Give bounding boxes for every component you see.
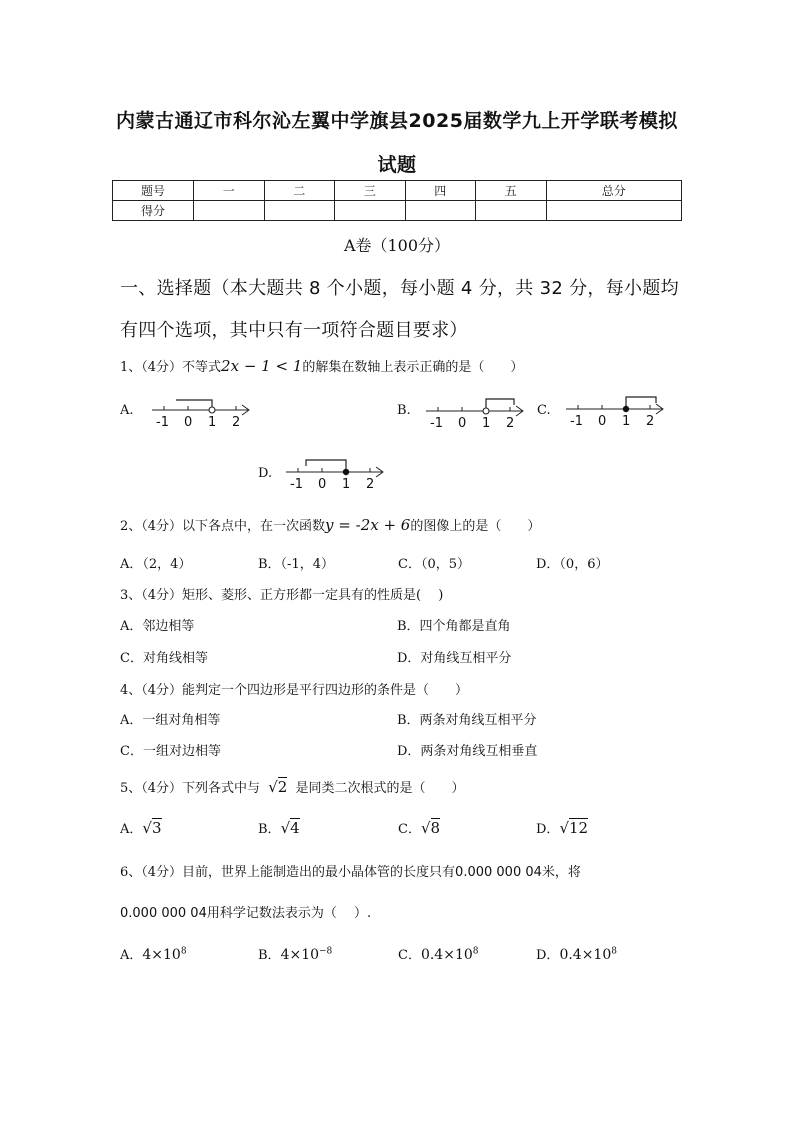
math-expression: 2x − 1 < 1: [221, 357, 303, 375]
scientific-notation: 4×10: [280, 947, 320, 963]
option-label: D．: [536, 822, 560, 837]
closed-point: [343, 469, 349, 475]
scientific-notation: 0.4×10: [559, 947, 612, 963]
tick-label: 1: [208, 415, 217, 430]
scientific-notation: 4×10: [142, 947, 181, 963]
question-text: 是同类二次根式的是（ ）: [295, 781, 465, 796]
option-c[interactable]: C．一组对边相等: [120, 744, 221, 759]
radicand: 4: [290, 819, 300, 837]
radical: √8: [420, 819, 441, 837]
radicand: 2: [277, 778, 288, 796]
radical: √12: [559, 819, 589, 837]
question-text: 5、（4分）下列各式中与: [120, 781, 261, 796]
question-text: 的解集在数轴上表示正确的是（ ）: [302, 360, 524, 375]
option-label: C．: [398, 822, 421, 837]
radicand: 3: [151, 819, 162, 837]
math-expression: y = -2x + 6: [325, 516, 411, 534]
score-table-score-row: [113, 201, 682, 221]
volume-heading: A卷（100分）: [343, 236, 451, 255]
option-label: B．: [258, 948, 281, 963]
question-text: 2、（4分）以下各点中，在一次函数: [120, 519, 326, 534]
score-table: [112, 180, 682, 221]
tick-label: 0: [458, 416, 467, 431]
question-text: 米，将: [541, 865, 581, 880]
page-title: 内蒙古通辽市科尔沁左翼中学旗县2025届数学九上开学联考模拟: [116, 110, 678, 132]
option-label[interactable]: C.: [537, 403, 551, 418]
question-3: 3、（4分）矩形、菱形、正方形都一定具有的性质是( ): [120, 588, 444, 603]
option-a[interactable]: A．（2，4）: [120, 557, 192, 572]
tick-label: 0: [598, 414, 607, 429]
option-d[interactable]: [536, 944, 617, 963]
exponent: 8: [611, 946, 617, 957]
option-a[interactable]: A．一组对角相等: [120, 713, 221, 728]
number-line-option-b: [424, 391, 534, 431]
score-table-cell: 四: [405, 181, 476, 201]
open-point: [209, 407, 215, 413]
number-line-option-a: [150, 390, 260, 430]
option-c[interactable]: [398, 818, 440, 837]
question-6: [120, 861, 581, 880]
radical: √2: [268, 778, 288, 796]
option-label: C．: [398, 948, 421, 963]
question-text: 1、（4分）不等式: [120, 360, 222, 375]
option-label[interactable]: D.: [258, 466, 273, 481]
tick-label: 2: [506, 416, 515, 431]
option-c[interactable]: [398, 944, 479, 963]
scientific-notation: 0.4×10: [420, 947, 473, 963]
score-table-cell: 二: [264, 181, 335, 201]
option-b[interactable]: [258, 818, 300, 837]
option-d[interactable]: D．对角线互相平分: [397, 651, 512, 666]
option-label: A．: [120, 822, 143, 837]
tick-label: -1: [430, 416, 443, 431]
question-text: 6、（4分）目前，世界上能制造出的最小晶体管的长度只有: [120, 865, 456, 880]
score-input-cell[interactable]: [546, 201, 682, 221]
score-table-cell: 三: [335, 181, 406, 201]
tick-label: 1: [342, 477, 351, 492]
score-table-cell: 得分: [113, 201, 194, 221]
tick-label: 2: [366, 477, 375, 492]
score-table-cell: 五: [476, 181, 547, 201]
option-label: B．: [258, 822, 281, 837]
option-label[interactable]: A.: [120, 403, 134, 418]
tick-label: 1: [482, 416, 491, 431]
question-4: 4、（4分）能判定一个四边形是平行四边形的条件是（ ）: [120, 683, 469, 698]
question-2: [120, 515, 540, 534]
tick-label: -1: [570, 414, 583, 429]
option-a[interactable]: [120, 944, 187, 963]
option-c[interactable]: C．对角线相等: [120, 651, 208, 666]
tick-label: 2: [232, 415, 241, 430]
number-line-option-c: [564, 389, 674, 429]
open-point: [483, 408, 489, 414]
option-b[interactable]: B．（-1，4）: [258, 557, 334, 572]
option-label: A．: [120, 948, 143, 963]
number-line-option-d: [284, 452, 394, 492]
page-title-line2: 试题: [377, 154, 417, 176]
section-heading-line2: 有四个选项，其中只有一项符合题目要求）: [120, 320, 468, 341]
section-heading: 一、选择题（本大题共 8 个小题，每小题 4 分，共 32 分，每小题均: [120, 278, 679, 299]
option-label[interactable]: B.: [397, 403, 411, 418]
tick-label: 2: [646, 414, 655, 429]
score-table-cell: 总分: [546, 181, 682, 201]
option-b[interactable]: B．两条对角线互相平分: [397, 713, 537, 728]
option-d[interactable]: D．两条对角线互相垂直: [397, 744, 538, 759]
radicand: 8: [430, 819, 441, 837]
tick-label: 1: [622, 414, 631, 429]
score-table-cell: 题号: [113, 181, 194, 201]
question-6-line2: [120, 902, 371, 921]
question-1: [120, 356, 523, 375]
number-value: 0.000 000 04: [120, 906, 207, 921]
score-input-cell[interactable]: [264, 201, 335, 221]
exponent: 8: [472, 946, 479, 957]
question-text: 用科学记数法表示为（ ）.: [206, 906, 372, 921]
exponent: 8: [180, 946, 187, 957]
score-input-cell[interactable]: [476, 201, 547, 221]
score-table-cell: 一: [194, 181, 265, 201]
score-input-cell[interactable]: [405, 201, 476, 221]
radical: √3: [142, 819, 162, 837]
option-d[interactable]: D．（0，6）: [536, 557, 609, 572]
tick-label: 0: [318, 477, 327, 492]
score-input-cell[interactable]: [335, 201, 406, 221]
option-c[interactable]: C．（0，5）: [398, 557, 470, 572]
radicand: 12: [569, 819, 589, 837]
tick-label: -1: [290, 477, 303, 492]
option-a[interactable]: [120, 818, 162, 837]
score-table-header-row: [113, 181, 682, 201]
tick-label: 0: [184, 415, 193, 430]
option-b[interactable]: [258, 944, 332, 963]
tick-label: -1: [156, 415, 169, 430]
score-input-cell[interactable]: [194, 201, 265, 221]
option-d[interactable]: [536, 818, 588, 837]
number-line-ticks: [164, 406, 236, 410]
question-text: 的图像上的是（ ）: [410, 519, 541, 534]
question-5: [120, 777, 464, 796]
closed-point: [623, 406, 629, 412]
option-label: D．: [536, 948, 560, 963]
option-a[interactable]: A．邻边相等: [120, 619, 195, 634]
radical: √4: [280, 819, 300, 837]
exponent: −8: [319, 946, 333, 957]
option-b[interactable]: B．四个角都是直角: [397, 619, 511, 634]
number-value: 0.000 000 04: [455, 865, 542, 880]
